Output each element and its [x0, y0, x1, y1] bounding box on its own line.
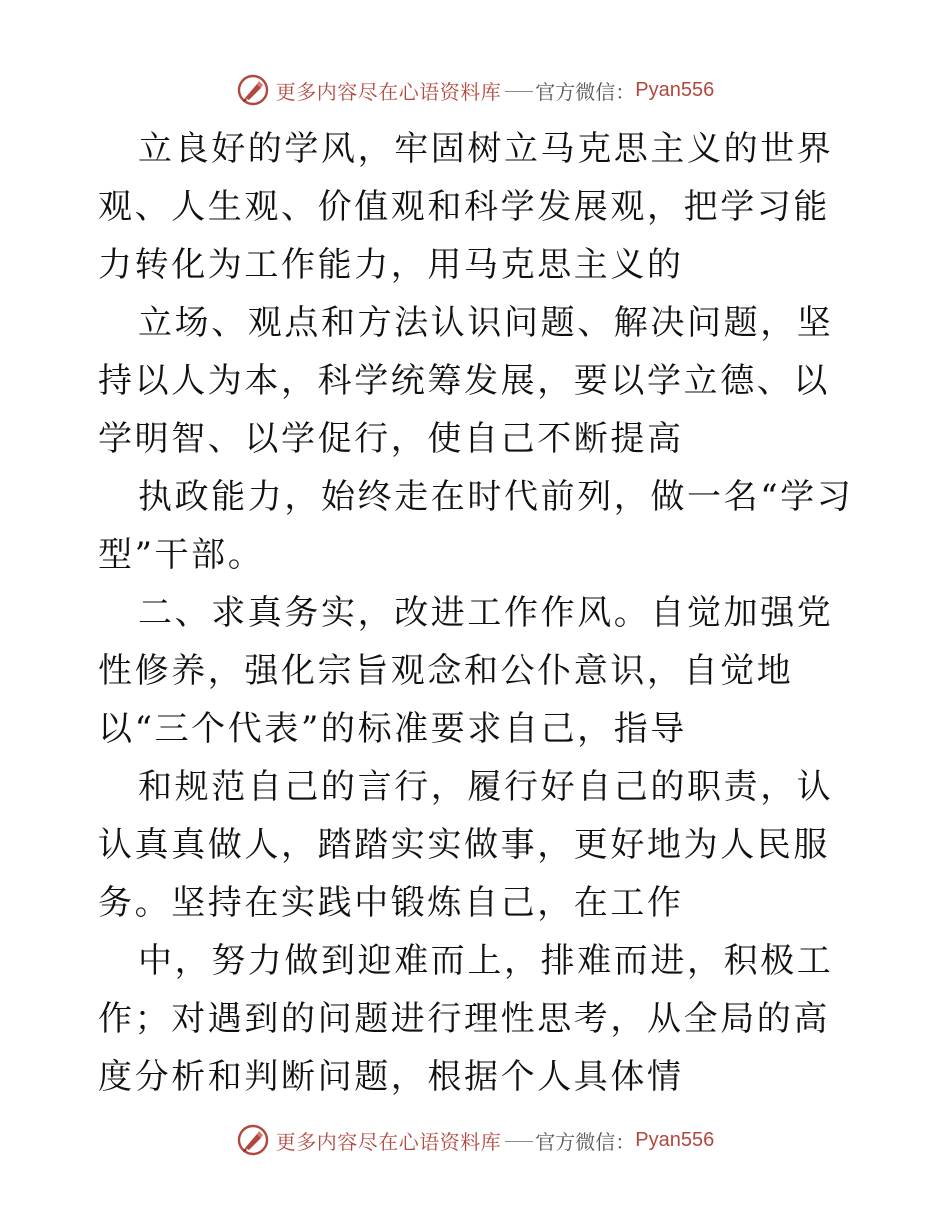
header-banner [0, 70, 950, 110]
document-body [98, 120, 858, 1106]
body-paragraph-4: 二、求真务实，改进工作作风。自觉加强党性修养，强化宗旨观念和公仆意识，自觉地以“三个代表”的标准要求自己，指导 [98, 593, 834, 749]
footer-dash [505, 1141, 533, 1142]
pen-logo-icon [236, 1123, 270, 1157]
body-paragraph-2: 立场、观点和方法认识问题、解决问题，坚持以人为本，科学统筹发展，要以学立德、以学明智、以学促行，使自己不断提高 [98, 303, 834, 459]
body-paragraph-5: 和规范自己的言行，履行好自己的职责，认认真真做人，踏踏实实做事，更好地为人民服务。坚持在实践中锻炼自己，在工作 [98, 767, 834, 923]
body-paragraph-6: 中，努力做到迎难而上，排难而进，积极工作；对遇到的问题进行理性思考，从全局的高度分析和判断问题，根据个人具体情 [98, 941, 834, 1097]
body-paragraph-1: 立良好的学风，牢固树立马克思主义的世界观、人生观、价值观和科学发展观，把学习能力转化为工作能力，用马克思主义的 [98, 129, 834, 285]
header-contact-id: Pyan556 [635, 78, 715, 101]
header-contact-label: 官方微信： [535, 79, 636, 104]
header-dash [505, 91, 533, 92]
footer-contact-id: Pyan556 [635, 1128, 715, 1151]
body-paragraph-3: 执政能力，始终走在时代前列，做一名“学习型”干部。 [98, 477, 854, 575]
footer-banner [0, 1120, 950, 1160]
header-site-text: 更多内容尽在心语资料库 [275, 79, 502, 104]
pen-logo-icon [236, 73, 270, 107]
footer-contact-label: 官方微信： [535, 1129, 636, 1154]
footer-site-text: 更多内容尽在心语资料库 [275, 1129, 502, 1154]
